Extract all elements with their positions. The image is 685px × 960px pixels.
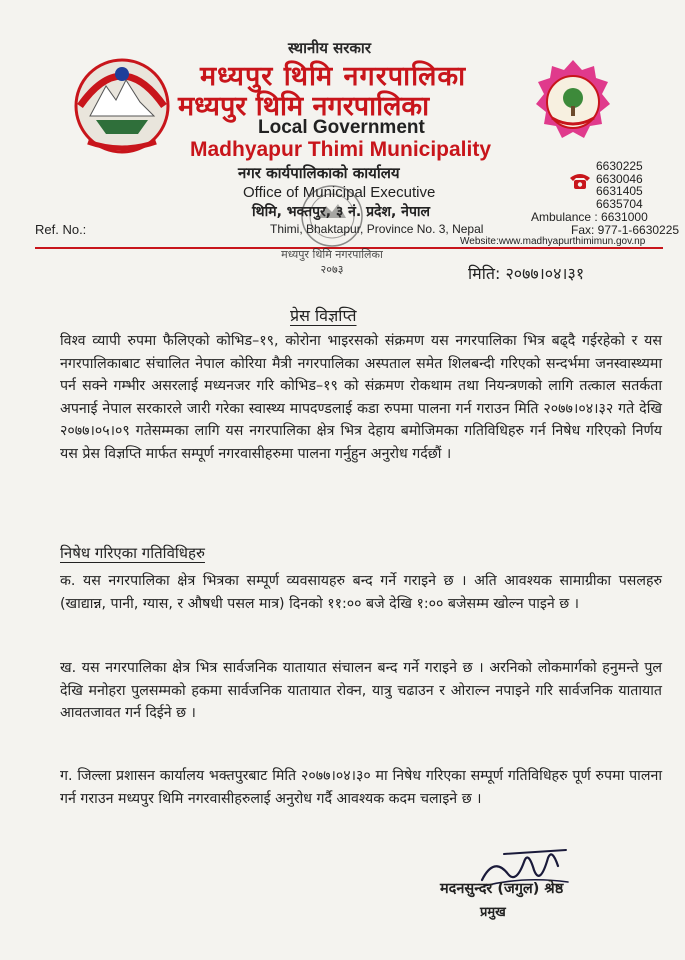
stamp-municipality-text: मध्यपुर थिमि नगरपालिका <box>281 248 383 261</box>
intro-paragraph: विश्व व्यापी रुपमा फैलिएको कोभिड–१९, कोरोना भाइरसको संक्रमण यस नगरपालिका भित्र बढ्दै गईरहेको र यस नगरपालिकाबाट संचालित नेपाल कोरिया मैत्री नगरपालिका अस्पताल समेत शिलबन्दी गरिएको सन्दर्भमा जनस्वास्थ्यमा पर्न सक्ने गम्भीर असरलाई मध्यनजर गरि कोभिड–१९ को संक्रमण रोकथाम तथा नियन्त्रणको लागि तत्काल सतर्कता अपनाई नेपाल सरकारले जारी गरेका स्वास्थ्य मापदण्डलाई कडा रुपमा पालना गर्न गराउन मिति २०७७।०४।३२ गते देखि २०७७।०५।०९ गतेसम्मका लागि यस नगरपालिका क्षेत्र भित्र देहाय बमोजिमका गतिविधिहरु गर्न निषेध गरिएको निर्णय यस प्रेस विज्ञप्ति मार्फत सम्पूर्ण नगरवासीहरुमा पालना गर्नुहुन अनुरोध गर्दछौं । <box>60 333 662 462</box>
prohibition-item-ga: ग. जिल्ला प्रशासन कार्यालय भक्तपुरबाट मिति २०७७।०४।३० मा निषेध गरिएका सम्पूर्ण गतिविधिहरु पूर्ण रुपमा पालना गर्न गराउन मध्यपुर थिमि नगरवासीहरुलाई अनुरोध गर्दै आवश्यक कदम चलाइने छ । <box>60 768 662 807</box>
document-title: प्रेस विज्ञप्ति <box>290 306 357 325</box>
office-name-english: Office of Municipal Executive <box>243 184 436 201</box>
letterhead-top-line: स्थानीय सरकार <box>288 39 371 57</box>
municipality-name-english: Madhyapur Thimi Municipality <box>190 138 492 161</box>
website-link[interactable]: Website:www.madhyapurthimimun.gov.np <box>460 236 646 247</box>
office-name-nepali: नगर कार्यपालिकाको कार्यालय <box>238 164 400 182</box>
municipality-seal-logo <box>532 58 614 146</box>
reference-number-label: Ref. No.: <box>35 222 87 237</box>
prohibition-item-ka: क. यस नगरपालिका क्षेत्र भित्रका सम्पूर्ण व्यवसायहरु बन्द गर्ने गराइने छ । अति आवश्यक सामाग्रीका पसलहरु (खाद्यान्न, पानी, ग्यास, र औषधी पसल मात्र) दिनको ११:०० बजे देखि १:०० बजेसम्म खोल्न पाइने छ । <box>60 573 662 612</box>
signatory-title: प्रमुख <box>480 905 506 920</box>
official-stamp <box>268 176 396 276</box>
phone-number: 6630046 <box>596 171 643 186</box>
document-date: मिति: २०७७।०४।३१ <box>468 264 585 283</box>
phone-numbers <box>596 160 643 210</box>
ambulance-number: Ambulance : 6631000 <box>531 210 648 224</box>
phone-number: 6635704 <box>596 196 643 211</box>
phone-number: 6631405 <box>596 184 643 198</box>
fax-number: Fax: 977-1-6630225 <box>571 223 680 237</box>
address-nepali: थिमि, भक्तपुर, ३ नं. प्रदेश, नेपाल <box>252 204 431 220</box>
nepal-emblem-logo <box>66 50 178 158</box>
phone-number: 6630225 <box>596 159 643 173</box>
local-government-label: Local Government <box>258 117 425 138</box>
letterhead-stylized-name: मध्यपुर थिमि नगरपालिका <box>200 61 467 92</box>
phone-icon <box>568 172 592 190</box>
municipality-name-nepali: मध्यपुर थिमि नगरपालिका <box>178 91 430 122</box>
prohibition-item-kha: ख. यस नगरपालिका क्षेत्र भित्र सार्वजनिक यातायात संचालन बन्द गर्ने गराइने छ । अरनिको लोकमार्गको हनुमन्ते पुल देखि मनोहरा पुलसम्मको हकमा सार्वजनिक यातायात रोक्न, यात्रु चढाउन र ओराल्न नपाइने गरि सार्वजनिक यातायात आवतजावत गर्न दिईने छ । <box>60 660 662 721</box>
prohibited-activities-heading: निषेध गरिएका गतिविधिहरु <box>60 544 205 562</box>
stamp-year: २०७३ <box>320 263 344 276</box>
address-english: Thimi, Bhaktapur, Province No. 3, Nepal <box>270 222 484 236</box>
signatory-name: मदनसुन्दर (जगुल) श्रेष्ठ <box>440 881 564 897</box>
